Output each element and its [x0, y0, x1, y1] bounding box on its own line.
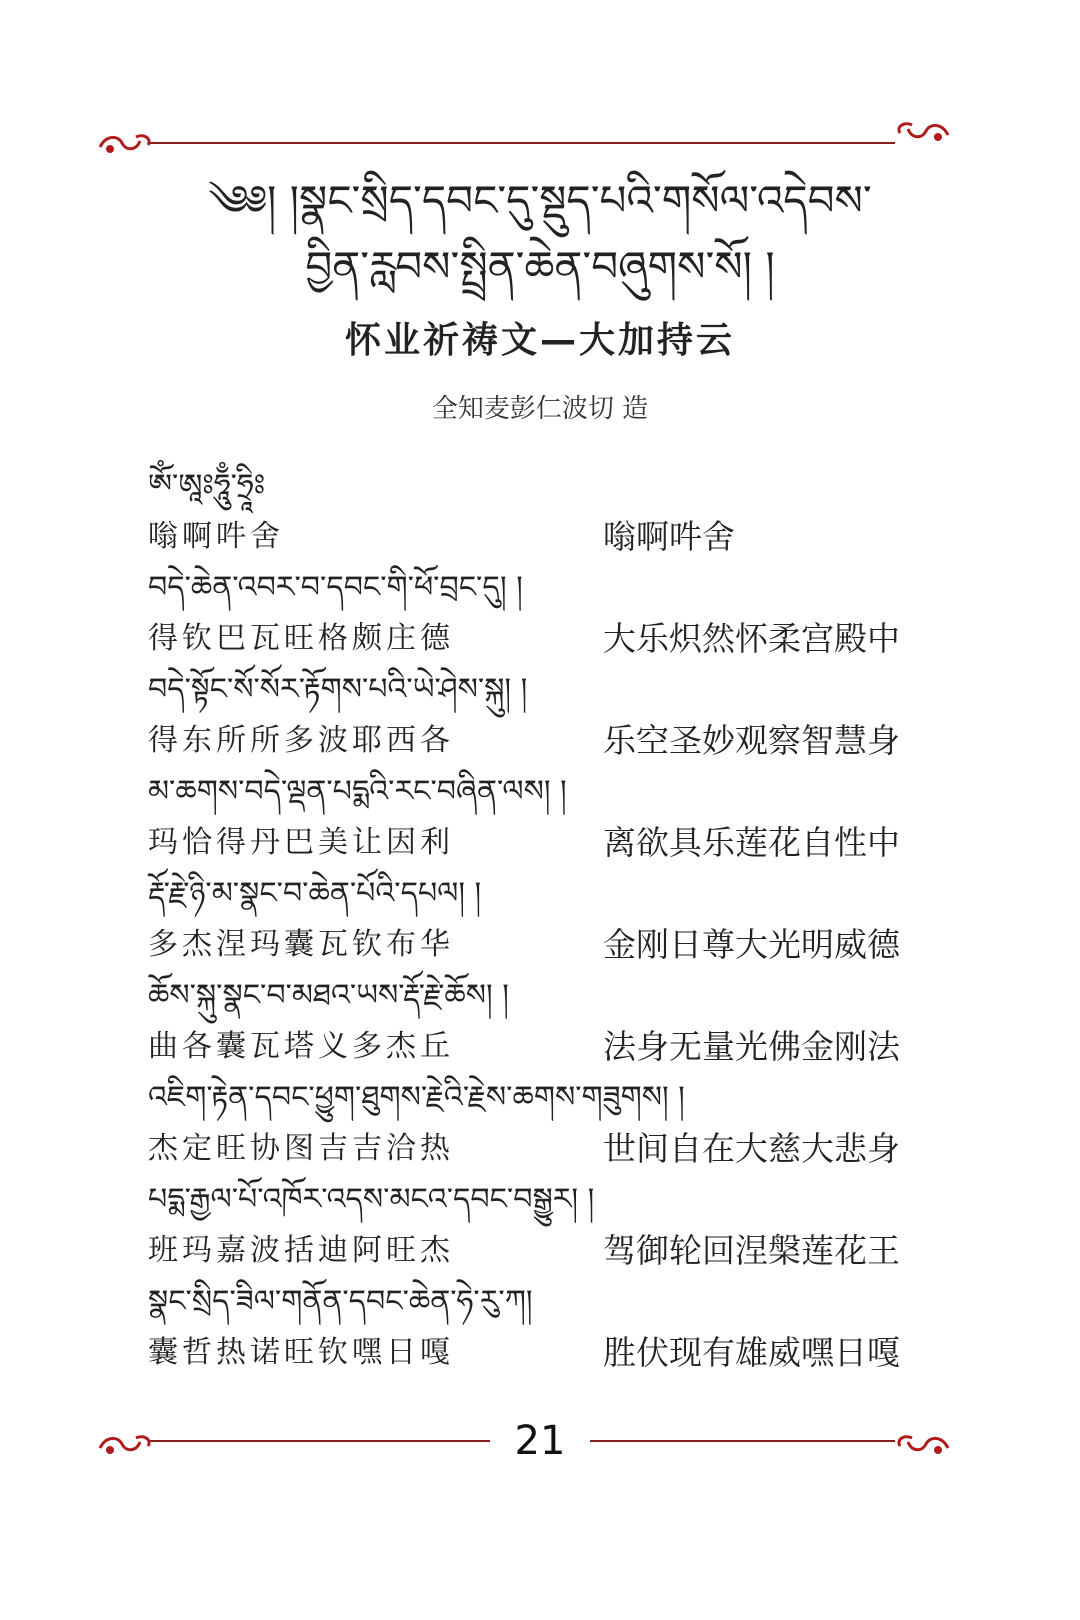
transliteration: 多杰涅玛囊瓦钦布华 [148, 927, 454, 962]
tibetan-line: ཨོཾ་ཨཱཿཧཱུྃ་ཧྲཱིཿ [148, 468, 266, 503]
verse-translation [148, 1021, 948, 1072]
verse-tibetan [148, 1276, 948, 1327]
chinese-translation: 世间自在大慈大悲身 [603, 1129, 900, 1168]
transliteration: 班玛嘉波括迪阿旺杰 [148, 1233, 454, 1268]
tibetan-line: པདྨ་རྒྱལ་པོ་འཁོར་འདས་མངའ་དབང་བསྒྱུར། ། [148, 1182, 595, 1217]
chinese-translation: 金刚日尊大光明威德 [603, 925, 900, 964]
tibetan-title-line-1: ༄༅། །སྣང་སྲིད་དབང་དུ་སྡུད་པའི་གསོལ་འདེབས་ [208, 176, 872, 225]
chinese-translation: 嗡啊吽舍 [603, 517, 735, 556]
chinese-translation: 大乐炽然怀柔宫殿中 [603, 619, 900, 658]
verse-tibetan [148, 1072, 948, 1123]
verse-tibetan [148, 664, 948, 715]
tibetan-title-line-2: བྱིན་རླབས་སྤྲིན་ཆེན་བཞུགས་སོ། ། [305, 242, 775, 291]
verse-translation [148, 919, 948, 970]
ornament-top-left [96, 129, 154, 157]
verse-translation [148, 817, 948, 868]
transliteration: 曲各囊瓦塔义多杰丘 [148, 1029, 454, 1064]
verse-translation [148, 511, 948, 562]
chinese-translation: 驾御轮回涅槃莲花王 [603, 1231, 900, 1270]
verse-tibetan [148, 460, 948, 511]
chinese-translation: 胜伏现有雄威嘿日嘎 [603, 1333, 900, 1372]
verse-tibetan [148, 868, 948, 919]
transliteration: 得钦巴瓦旺格颇庄德 [148, 621, 454, 656]
verse-translation [148, 1123, 948, 1174]
verse-list [148, 460, 948, 1378]
tibetan-line: སྣང་སྲིད་ཟིལ་གནོན་དབང་ཆེན་ཧེ་རུ་ཀ། [148, 1284, 533, 1319]
chinese-translation: 乐空圣妙观察智慧身 [603, 721, 900, 760]
top-rule [150, 142, 895, 144]
chinese-translation: 离欲具乐莲花自性中 [603, 823, 900, 862]
verse-translation [148, 613, 948, 664]
verse-tibetan [148, 970, 948, 1021]
bottom-rule-right [590, 1440, 895, 1442]
tibetan-line: བདེ་སྟོང་སོ་སོར་རྟོགས་པའི་ཡེ་ཤེས་སྐུ། ། [148, 672, 528, 707]
ornament-top-right [894, 117, 952, 145]
verse-tibetan [148, 562, 948, 613]
ornament-bottom-right [894, 1430, 952, 1458]
page-number: 21 [514, 1418, 566, 1464]
transliteration: 玛恰得丹巴美让因利 [148, 825, 454, 860]
tibetan-line: འཇིག་རྟེན་དབང་ཕྱུག་ཐུགས་རྗེའི་རྗེས་ཆགས་གཟུགས། ། [148, 1080, 685, 1115]
author-line: 全知麦彭仁波切 造 [431, 394, 649, 424]
verse-tibetan [148, 1174, 948, 1225]
chinese-title: 怀业祈祷文—大加持云 [344, 320, 735, 361]
tibetan-line: ཆོས་སྐུ་སྣང་བ་མཐའ་ཡས་རྡོ་རྗེ་ཆོས། ། [148, 978, 509, 1013]
verse-tibetan [148, 766, 948, 817]
bottom-rule-left [150, 1440, 490, 1442]
tibetan-line: མ་ཆགས་བདེ་ལྡན་པདྨའི་རང་བཞིན་ལས། ། [148, 774, 567, 809]
transliteration: 得东所所多波耶西各 [148, 723, 454, 758]
verse-translation [148, 1327, 948, 1378]
tibetan-line: བདེ་ཆེན་འབར་བ་དབང་གི་ཕོ་བྲང་དུ། ། [148, 570, 523, 605]
verse-translation [148, 1225, 948, 1276]
tibetan-line: རྡོ་རྗེ་ཉི་མ་སྣང་བ་ཆེན་པོའི་དཔལ། ། [148, 876, 482, 911]
transliteration: 囊哲热诺旺钦嘿日嘎 [148, 1335, 454, 1370]
ornament-bottom-left [96, 1430, 154, 1458]
transliteration: 杰定旺协图吉吉洽热 [148, 1131, 454, 1166]
verse-translation [148, 715, 948, 766]
transliteration: 嗡啊吽舍 [148, 519, 284, 554]
chinese-translation: 法身无量光佛金刚法 [603, 1027, 900, 1066]
